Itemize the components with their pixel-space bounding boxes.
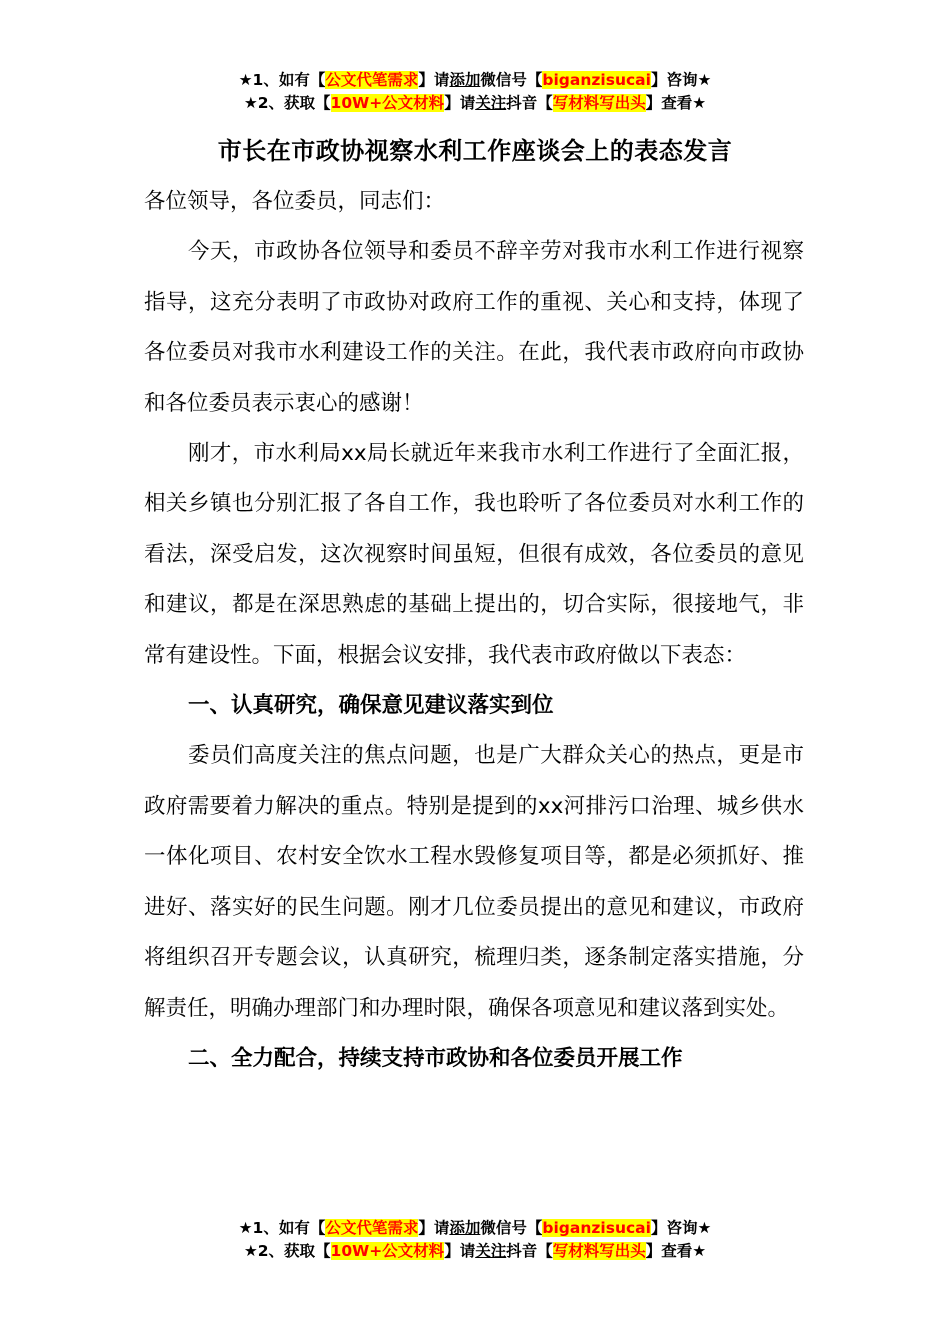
banner-line-2: ★2、获取【10W+公文材料】请关注抖音【写材料写出头】查看★ <box>243 94 707 112</box>
highlight-wechat-id: biganzisucai <box>542 71 651 89</box>
highlight-materials: 10W+公文材料 <box>330 94 445 112</box>
highlight-douyin-id: 写材料写出头 <box>552 94 646 112</box>
banner-line-1: ★1、如有【公文代笔需求】请添加微信号【biganzisucai】咨询★ <box>238 71 712 89</box>
salutation: 各位领导，各位委员，同志们： <box>144 189 446 214</box>
header-banner <box>0 69 950 115</box>
banner-line-1: ★1、如有【公文代笔需求】请添加微信号【biganzisucai】咨询★ <box>238 1219 712 1237</box>
banner-line-2: ★2、获取【10W+公文材料】请关注抖音【写材料写出头】查看★ <box>243 1242 707 1260</box>
document-body <box>144 177 804 1084</box>
footer-banner <box>0 1217 950 1263</box>
paragraph-2: 刚才，市水利局xx局长就近年来我市水利工作进行了全面汇报，相关乡镇也分别汇报了各自工作，我也聆听了各位委员对水利工作的看法，深受启发，这次视察时间虽短，但很有成效，各位委员的意见和建议，都是在深思熟虑的基础上提出的，切合实际，很接地气，非常有建设性。下面，根据会议安排，我代表市政府做以下表态： <box>144 441 804 668</box>
highlight-service: 公文代笔需求 <box>325 71 419 89</box>
document-title: 市长在市政协视察水利工作座谈会上的表态发言 <box>217 137 733 165</box>
section-heading-1: 一、认真研究，确保意见建议落实到位 <box>188 693 554 719</box>
paragraph-1: 今天，市政协各位领导和委员不辞辛劳对我市水利工作进行视察指导，这充分表明了市政协对政府工作的重视、关心和支持，体现了各位委员对我市水利建设工作的关注。在此，我代表市政府向市政协和各位委员表示衷心的感谢！ <box>144 239 804 416</box>
section-heading-2: 二、全力配合，持续支持市政协和各位委员开展工作 <box>188 1045 683 1071</box>
highlight-douyin-id: 写材料写出头 <box>552 1242 646 1260</box>
highlight-materials: 10W+公文材料 <box>330 1242 445 1260</box>
highlight-service: 公文代笔需求 <box>325 1219 419 1237</box>
highlight-wechat-id: biganzisucai <box>542 1219 651 1237</box>
paragraph-3: 委员们高度关注的焦点问题，也是广大群众关心的热点，更是市政府需要着力解决的重点。特别是提到的xx河排污口治理、城乡供水一体化项目、农村安全饮水工程水毁修复项目等，都是必须抓好、推进好、落实好的民生问题。刚才几位委员提出的意见和建议，市政府将组织召开专题会议，认真研究，梳理归类，逐条制定落实措施，分解责任，明确办理部门和办理时限，确保各项意见和建议落到实处。 <box>144 743 804 1021</box>
